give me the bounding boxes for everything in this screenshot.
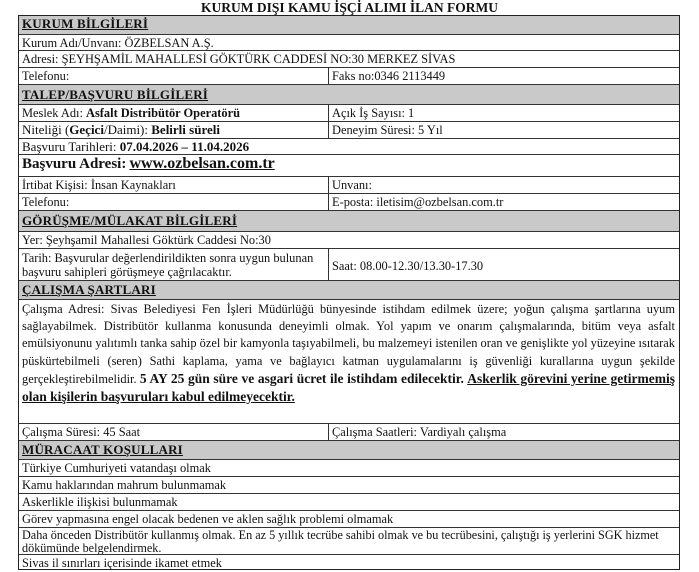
section-header-muracaat bbox=[19, 440, 679, 459]
kurum-ad: Kurum Adı/Unvanı: ÖZBELSAN A.Ş. bbox=[22, 36, 214, 50]
section-title: KURUM BİLGİLERİ bbox=[22, 16, 149, 31]
section-header-kurum bbox=[19, 16, 679, 34]
acik-is-sayisi: Açık İş Sayısı: 1 bbox=[328, 105, 679, 121]
section-title: GÖRÜŞME/MÜLAKAT BİLGİLERİ bbox=[22, 213, 238, 228]
iletisim-row bbox=[19, 193, 679, 210]
muracaat-item: Türkiye Cumhuriyeti vatandaşı olmak bbox=[19, 459, 679, 476]
nitelik-row bbox=[19, 121, 679, 138]
gorusme-yer: Yer: Şeyhşamil Mahallesi Göktürk Caddesi No:30 bbox=[22, 233, 271, 247]
basvuru-tarihleri: Başvuru Tarihleri: 07.04.2026 – 11.04.2026 bbox=[22, 139, 250, 154]
basvuru-tarihleri-row bbox=[19, 138, 679, 154]
talep-telefon: Telefonu: bbox=[22, 195, 70, 209]
irtibat-row bbox=[19, 176, 679, 193]
kurum-telefon: Telefonu: bbox=[22, 69, 70, 83]
kurum-telefon-row bbox=[19, 67, 679, 84]
muracaat-item: Görev yapmasına engel olacak bedenen ve aklen sağlık problemi olmamak bbox=[19, 510, 679, 527]
deneyim-suresi: Deneyim Süresi: 5 Yıl bbox=[328, 122, 679, 138]
calisma-sure-row bbox=[19, 423, 679, 440]
nitelik: Niteliği (Geçici/Daimi): Belirli süreli bbox=[22, 122, 220, 137]
calisma-adresi: Çalışma Adresi: Sivas Belediyesi Fen İşleri Müdürlüğü bünyesinde istihdam edilmek üzere; yoğun çalışma şartlarına uyum sağlayabilmek. Distribütör kullanma konusunda deneyimli olmak. Yol yapım ve onarım çalışmalarında, bitüm veya asfalt emülsiyonunu yalıtımlı tanka sahip özel bir kamyonla taşıyabilmeli, bu malzemeyi istenilen oran ve genişlikte yol yüzeyine ısıtarak püskürtebilmeli (seren) Sathi kaplama, yama ve bağlayıcı katman uygulamalarını iş güvenliği kurallarına uygun şekilde gerçekleştirebilmelidir. 5 AY 25 gün süre ve asgari ücret ile istihdam edilecektir. Askerlik görevini yerine getirmemiş olan kişilerin başvuruları kabul edilmeyecektir. bbox=[22, 302, 675, 405]
calisma-adresi-row bbox=[19, 299, 679, 423]
basvuru-link[interactable]: www.ozbelsan.com.tr bbox=[129, 155, 275, 172]
kurum-faks: Faks no:0346 2113449 bbox=[328, 68, 679, 84]
muracaat-item: Daha önceden Distribütör kullanmış olmak. En az 5 yıllık tecrübe sahibi olmak ve bu tecrübesini, çalıştığı iş yerlerini SGK hizmet dökümünde belgelendirmek. bbox=[19, 527, 679, 554]
calisma-suresi: Çalışma Süresi: 45 Saat bbox=[22, 425, 141, 439]
gorusme-yer-row bbox=[19, 231, 679, 248]
gorusme-saat: Saat: 08.00-12.30/13.30-17.30 bbox=[328, 249, 679, 280]
muracaat-item: Kamu haklarından mahrum bulunmamak bbox=[19, 476, 679, 493]
section-title: MÜRACAAT KOŞULLARI bbox=[22, 442, 183, 457]
section-title: ÇALIŞMA ŞARTLARI bbox=[22, 282, 156, 297]
calisma-saatleri: Çalışma Saatleri: Vardiyalı çalışma bbox=[328, 424, 679, 440]
basvuru-adresi-row bbox=[19, 154, 679, 176]
section-header-gorusme bbox=[19, 210, 679, 231]
section-title: TALEP/BAŞVURU BİLGİLERİ bbox=[22, 87, 209, 102]
kurum-adres: Adresi: ŞEYHŞAMİL MAHALLESİ GÖKTÜRK CADDESİ NO:30 MERKEZ SİVAS bbox=[22, 52, 456, 66]
kurum-ad-row bbox=[19, 34, 679, 50]
meslek-row bbox=[19, 104, 679, 121]
muracaat-item: Askerlikle ilişkisi bulunmamak bbox=[19, 493, 679, 510]
announcement-form bbox=[18, 15, 680, 570]
section-header-calisma bbox=[19, 280, 679, 299]
meslek-adi: Meslek Adı: Asfalt Distribütör Operatörü bbox=[22, 106, 240, 120]
gorusme-tarih-row bbox=[19, 248, 679, 280]
muracaat-item: Sivas il sınırları içerisinde ikamet etmek bbox=[19, 554, 679, 570]
kurum-adres-row bbox=[19, 50, 679, 67]
gorusme-tarih: Tarih: Başvurular değerlendirildikten sonra uygun bulunan başvuru sahipleri görüşmeye çağrılacaktır. bbox=[22, 251, 314, 279]
irtibat-kisisi: İrtibat Kişisi: İnsan Kaynakları bbox=[22, 178, 176, 192]
section-header-talep bbox=[19, 84, 679, 104]
eposta[interactable]: E-posta: iletisim@ozbelsan.com.tr bbox=[328, 194, 679, 210]
form-title: KURUM DIŞI KAMU İŞÇİ ALIMI İLAN FORMU bbox=[200, 0, 498, 15]
unvani: Unvanı: bbox=[328, 177, 679, 193]
basvuru-adresi: Başvuru Adresi: www.ozbelsan.com.tr bbox=[22, 155, 275, 172]
